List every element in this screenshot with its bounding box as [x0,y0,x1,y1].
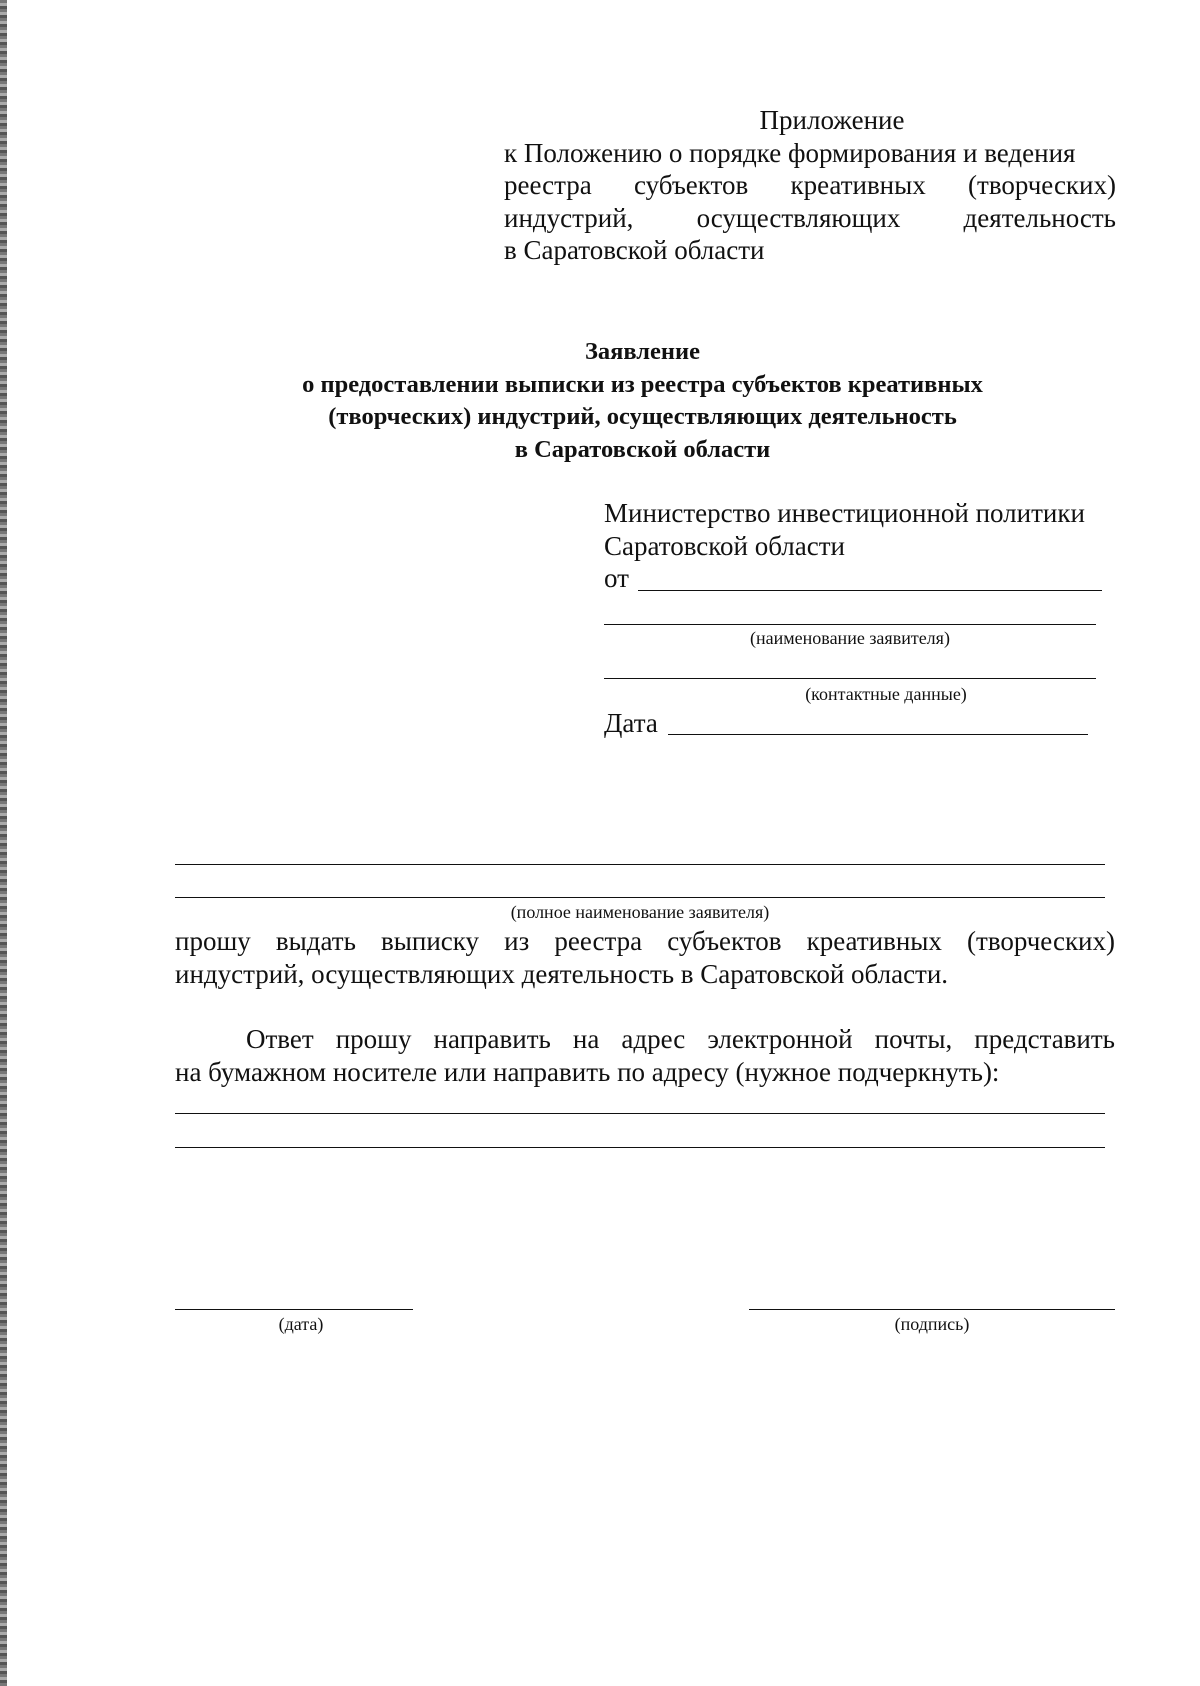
full-name-line-2[interactable] [175,897,1105,898]
full-name-line-1[interactable] [175,864,1105,865]
signature-caption: (подпись) [894,1314,970,1334]
response-line-2: на бумажном носителе или направить по адресу (нужное подчеркнуть): [175,1056,1000,1087]
request-paragraph [175,925,1115,990]
title-line-4: в Саратовской области [514,435,771,463]
from-label: от [604,563,629,593]
address-line-2[interactable] [175,1147,1105,1148]
addressee-line-1: Министерство инвестиционной политики [604,498,1085,528]
request-line-1: прошу выдать выписку из реестра субъектов креативных (творческих) [175,926,1115,956]
date-label: Дата [604,708,658,738]
appendix-heading: Приложение [759,105,905,135]
from-field-line[interactable] [638,590,1102,591]
signature-line[interactable] [749,1309,1115,1310]
addressee-block [604,497,1104,595]
appendix-header [504,104,1116,267]
date-signature-line[interactable] [175,1309,413,1310]
response-paragraph [175,1023,1115,1088]
appendix-line-1: к Положению о порядке формирования и ведения [504,137,1076,168]
applicant-name-caption: (наименование заявителя) [750,628,950,648]
appendix-line-2: реестра субъектов креативных (творческих) [504,170,1116,200]
appendix-line-3: индустрий, осуществляющих деятельность [504,202,1116,233]
title-line-3: (творческих) индустрий, осуществляющих деятельность [328,403,957,430]
date-caption: (дата) [278,1314,324,1334]
contact-data-caption: (контактные данные) [805,684,967,704]
response-line-1: Ответ прошу направить на адрес электронной почты, представить [246,1024,1115,1054]
document-title [170,336,1115,466]
applicant-name-line[interactable] [604,624,1096,625]
address-line-1[interactable] [175,1113,1105,1114]
title-line-2: о предоставлении выписки из реестра субъектов креативных [302,370,983,398]
full-name-caption: (полное наименование заявителя) [510,902,770,922]
title-line-1: Заявление [584,338,701,365]
request-line-2: индустрий, осуществляющих деятельность в Саратовской области. [175,958,949,989]
appendix-line-4: в Саратовской области [504,235,765,265]
contact-data-line[interactable] [604,678,1096,679]
scan-edge [0,0,7,1686]
addressee-line-2: Саратовской области [604,530,845,561]
date-field-line[interactable] [668,734,1088,735]
